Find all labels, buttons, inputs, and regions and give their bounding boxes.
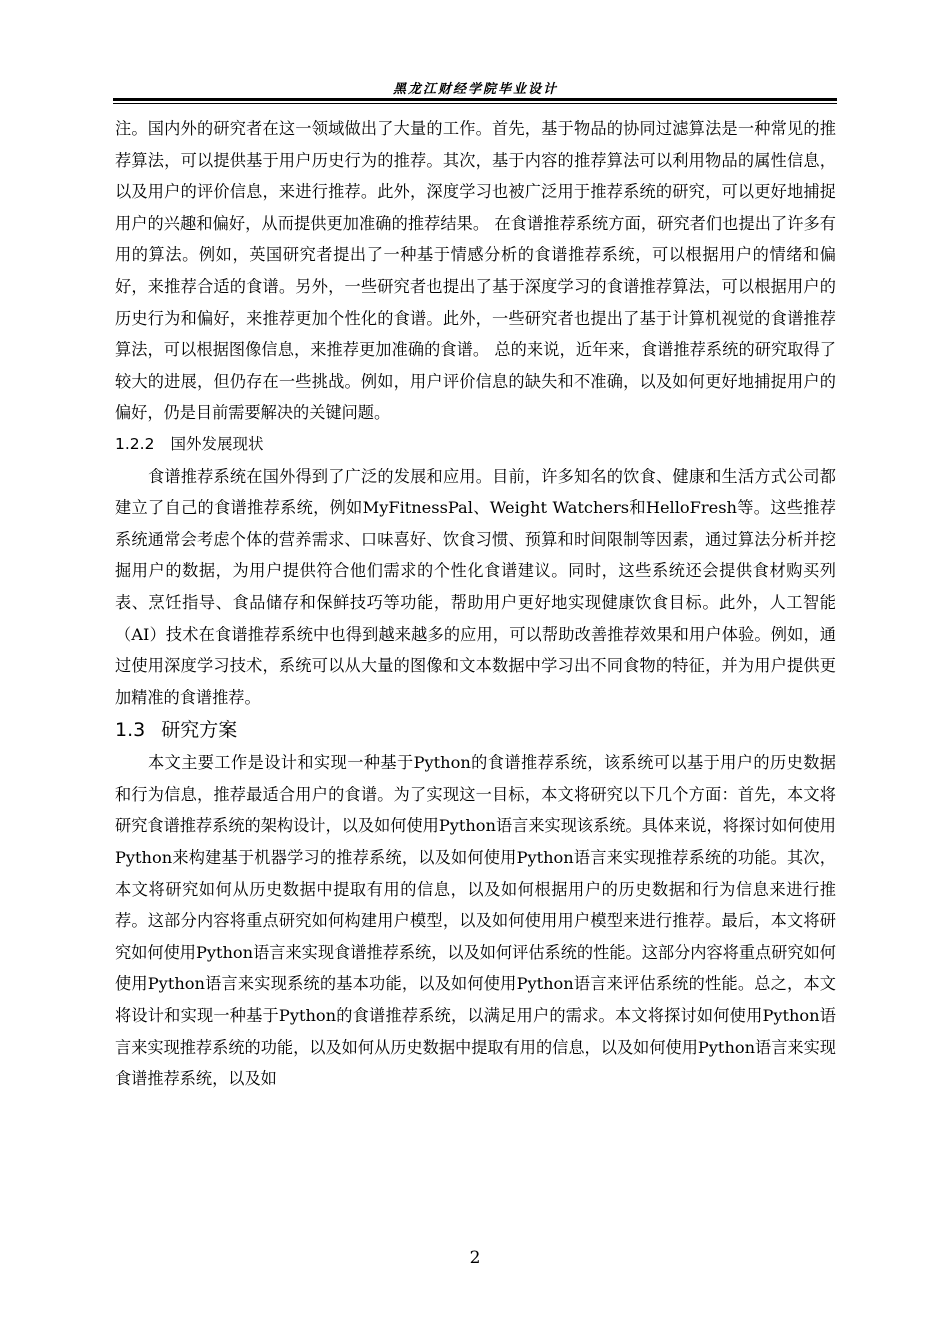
- page-number: 2: [469, 1248, 481, 1268]
- paragraph-research-plan: 本文主要工作是设计和实现一种基于Python的食谱推荐系统，该系统可以基于用户的历史数据和行为信息，推荐最适合用户的食谱。为了实现这一目标，本文将研究以下几个方面：首先，本文将研究食谱推荐系统的架构设计，以及如何使用Python语言来实现该系统。具体来说，将探讨如何使用Python来构建基于机器学习的推荐系统，以及如何使用Python语言来实现推荐系统的功能。其次，本文将研究如何从历史数据中提取有用的信息，以及如何根据用户的历史数据和行为信息来进行推荐。这部分内容将重点研究如何构建用户模型，以及如何使用用户模型来进行推荐。最后，本文将研究如何使用Python语言来实现食谱推荐系统，以及如何评估系统的性能。这部分内容将重点研究如何使用Python语言来实现系统的基本功能，以及如何使用Python语言来评估系统的性能。总之，本文将设计和实现一种基于Python的食谱推荐系统，以满足用户的需求。本文将探讨如何使用Python语言来实现推荐系统的功能，以及如何从历史数据中提取有用的信息，以及如何使用Python语言来实现食谱推荐系统，以及如: [115, 753, 836, 1089]
- header-rule-thick: [113, 98, 837, 101]
- section-title: 研究方案: [161, 719, 238, 742]
- section-heading-1-3: [115, 713, 836, 747]
- page-header-title: 黑龙江财经学院毕业设计: [392, 82, 558, 97]
- page-body: [115, 113, 836, 1095]
- paragraph-intro: 注。国内外的研究者在这一领域做出了大量的工作。首先，基于物品的协同过滤算法是一种常见的推荐算法，可以提供基于用户历史行为的推荐。其次，基于内容的推荐算法可以利用物品的属性信息，以及用户的评价信息，来进行推荐。此外，深度学习也被广泛用于推荐系统的研究，可以更好地捕捉用户的兴趣和偏好，从而提供更加准确的推荐结果。 在食谱推荐系统方面，研究者们也提出了许多有用的算法。例如，英国研究者提出了一种基于情感分析的食谱推荐系统，可以根据用户的情绪和偏好，来推荐合适的食谱。另外，一些研究者也提出了基于深度学习的食谱推荐算法，可以根据用户的历史行为和偏好，来推荐更加个性化的食谱。此外，一些研究者也提出了基于计算机视觉的食谱推荐算法，可以根据图像信息，来推荐更加准确的食谱。 总的来说，近年来，食谱推荐系统的研究取得了较大的进展，但仍存在一些挑战。例如，用户评价信息的缺失和不准确，以及如何更好地捕捉用户的偏好，仍是目前需要解决的关键问题。: [115, 119, 836, 423]
- paragraph-foreign-development: 食谱推荐系统在国外得到了广泛的发展和应用。目前，许多知名的饮食、健康和生活方式公司都建立了自己的食谱推荐系统，例如MyFitnessPal、Weight Watchers和HelloFresh等。这些推荐系统通常会考虑个体的营养需求、口味喜好、饮食习惯、预算和时间限制等因素，通过算法分析并挖掘用户的数据，为用户提供符合他们需求的个性化食谱建议。同时，这些系统还会提供食材购买列表、烹饪指导、食品储存和保鲜技巧等功能，帮助用户更好地实现健康饮食目标。此外，人工智能（AI）技术在食谱推荐系统中也得到越来越多的应用，可以帮助改善推荐效果和用户体验。例如，通过使用深度学习技术，系统可以从大量的图像和文本数据中学习出不同食物的特征，并为用户提供更加精准的食谱推荐。: [115, 466, 836, 707]
- section-heading-1-2-2: [115, 429, 836, 461]
- section-number: 1.3: [115, 719, 146, 742]
- section-title: 国外发展现状: [170, 434, 264, 453]
- header-rule-thin: [113, 103, 837, 104]
- section-number: 1.2.2: [115, 434, 155, 453]
